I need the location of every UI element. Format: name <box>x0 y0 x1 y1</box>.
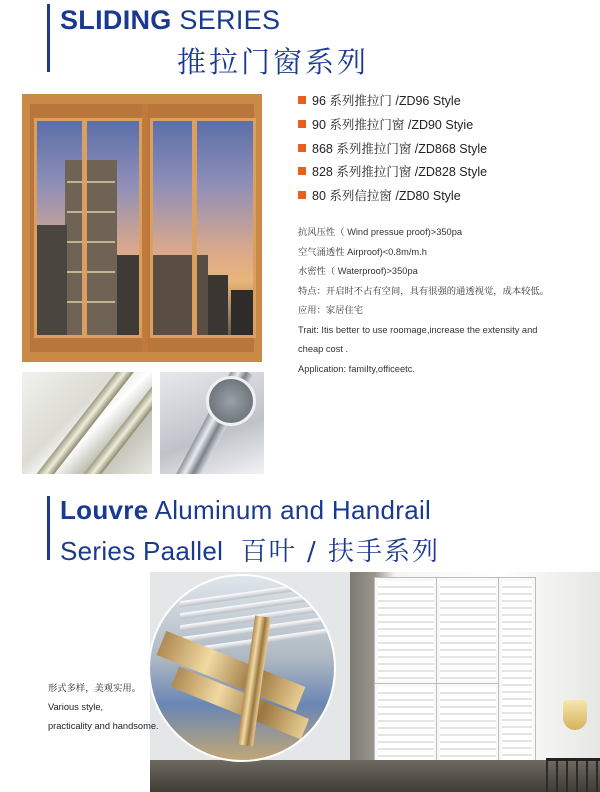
shutter-panel <box>437 684 499 770</box>
window-pane-right <box>150 118 256 338</box>
sliding-title <box>60 5 280 36</box>
list-item: 96 系列推拉门 /ZD96 Style <box>298 93 487 117</box>
louvre-title-line1 <box>60 495 431 526</box>
spec-list <box>298 226 549 382</box>
list-item: 828 系列推拉门窗 /ZD828 Style <box>298 164 487 188</box>
profile-detail-circle <box>206 376 256 426</box>
handrail <box>546 758 600 792</box>
bullet-icon <box>298 96 306 104</box>
spec-item: 应用：家居住宅 <box>298 305 364 315</box>
sliding-title-light: SERIES <box>179 5 281 35</box>
shutter-panel <box>375 684 437 770</box>
window-sash-divider <box>142 104 148 352</box>
window-mullion-left <box>82 118 87 338</box>
louvre-detail-circle-photo <box>150 576 334 760</box>
sliding-title-cn: 推拉门窗系列 <box>177 45 370 79</box>
floor <box>150 760 600 792</box>
louvre-title-cn: 百叶 / 扶手系列 <box>240 537 440 567</box>
louvre-title-bold: Louvre <box>60 495 149 525</box>
list-item: 90 系列推拉门窗 /ZD90 Styie <box>298 117 487 141</box>
shutter-panel <box>375 578 437 684</box>
bullet-icon <box>298 144 306 152</box>
spec-item: 特点：开启时不占有空间，具有很强的通透视觉，成本较低。 <box>298 285 550 296</box>
wall-lamp <box>563 700 587 730</box>
caption-line: practicality and handsome. <box>48 721 159 731</box>
accent-bar-top <box>47 4 50 72</box>
window-pane-left <box>34 118 142 338</box>
spec-item: 抗风压性（ Wind pressue proof)>350pa <box>298 227 463 237</box>
window-mullion-right <box>192 118 197 338</box>
bullet-icon <box>298 191 306 199</box>
list-item: 868 系列推拉门窗 /ZD868 Style <box>298 141 487 165</box>
window-frame <box>30 104 254 352</box>
shutter-panel <box>437 578 499 684</box>
sliding-title-bold: SLIDING <box>60 5 172 35</box>
product-list <box>298 93 487 212</box>
bullet-icon <box>298 120 306 128</box>
spec-item: Application: famiIty,officeetc. <box>298 363 415 374</box>
list-item: 80 系列信拉窗 /ZD80 Style <box>298 188 487 212</box>
shutter-panel <box>499 578 535 770</box>
spec-item: Trait: Itis better to use roomage,increase the extensity and <box>298 324 538 335</box>
accent-bar-bottom <box>47 496 50 560</box>
louvre-title-rest: Aluminum and Handrail <box>154 495 432 525</box>
bullet-icon <box>298 167 306 175</box>
caption-line: Various style, <box>48 702 104 712</box>
sliding-window-photo <box>22 94 262 362</box>
caption-line: 形式多样，美观实用。 <box>48 683 141 693</box>
spec-item: cheap cost . <box>298 344 349 354</box>
profile-photo-right <box>160 372 264 474</box>
profile-photo-left <box>22 372 152 474</box>
louvre-caption <box>48 682 159 739</box>
louvre-title-line2: Series Paallel 百叶 / 扶手系列 <box>60 536 440 567</box>
spec-item: 水密性（ Waterproof)>350pa <box>298 266 418 276</box>
spec-item: 空气涌透性 Airproof)<0.8m/m.h <box>298 246 427 257</box>
